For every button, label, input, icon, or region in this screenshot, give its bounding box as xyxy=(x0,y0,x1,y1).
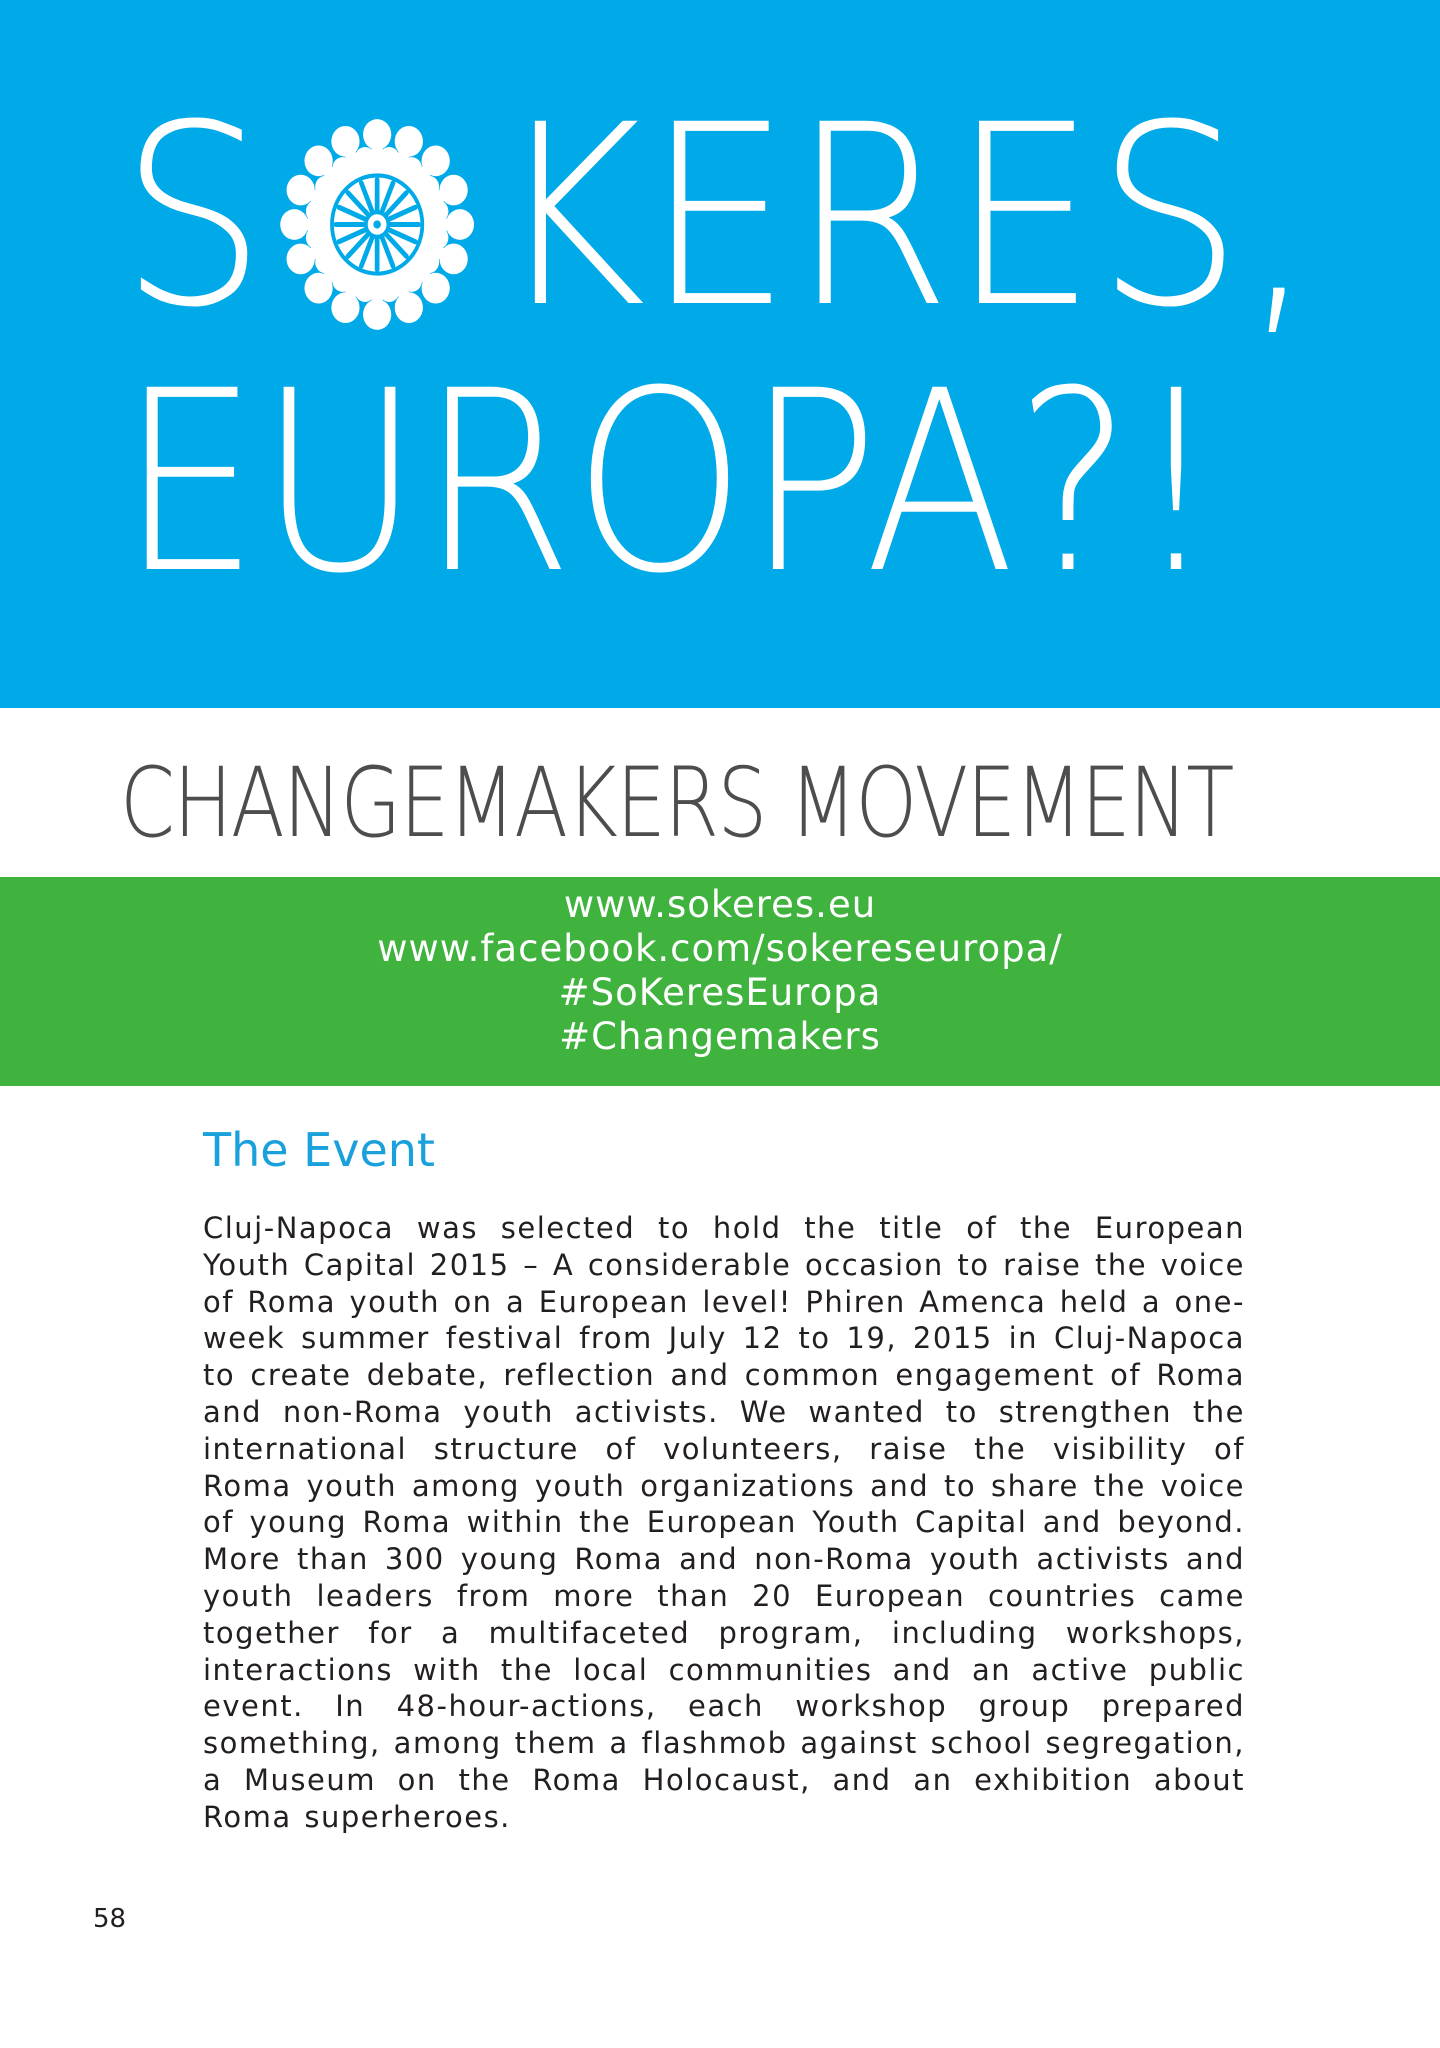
flower-icon xyxy=(273,112,480,337)
link-bar xyxy=(0,877,1440,1086)
hashtag-changemakers[interactable]: #Changemakers xyxy=(559,1015,881,1058)
subtitle: CHANGEMAKERS MOVEMENT xyxy=(120,747,1233,859)
article-heading: The Event xyxy=(203,1123,435,1177)
article-body: Cluj-Napoca was selected to hold the title of the European Youth Capital 2015 – A considerable occasion to raise the voice of Roma youth on a European level! Phiren Amenca held a one-week summer festival from July 12 to 19, 2015 in Cluj-Napoca to create debate, reflection and common engagement of Roma and non-Roma youth activists. We wanted to strengthen the international structure of volunteers, raise the visibility of Roma youth among youth organizations and to share the voice of young Roma within the European Youth Capital and beyond. More than 300 young Roma and non-Roma youth activists and youth leaders from more than 20 European countries came together for a multifaceted program, including workshops, interactions with the local communities and an active public event. In 48-hour-actions, each workshop group prepared something, among them a flashmob against school segregation, a Museum on the Roma Holocaust, and an exhibition about Roma superheroes. xyxy=(203,1211,1245,1834)
title-word-keres: KERES, xyxy=(495,71,1316,362)
hero-banner xyxy=(0,0,1440,708)
page-number: 58 xyxy=(93,1904,127,1934)
hashtag-sokereseuropa[interactable]: #SoKeresEuropa xyxy=(558,971,882,1014)
website-link[interactable]: www.sokeres.eu xyxy=(563,883,877,926)
title-line-2: EUROPA?! xyxy=(120,337,1221,628)
title-letter-s: S xyxy=(120,71,267,362)
facebook-link[interactable]: www.facebook.com/sokereseuropa/ xyxy=(377,927,1063,970)
title-line-1 xyxy=(120,71,1316,362)
article xyxy=(203,1122,1245,1836)
